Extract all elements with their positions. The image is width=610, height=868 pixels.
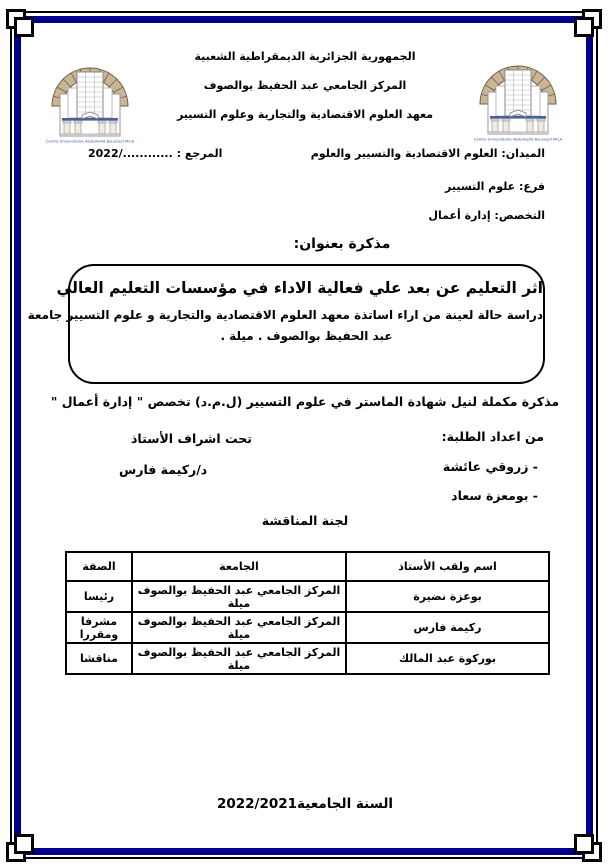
university-name: المركز الجامعي عبد الحفيظ بوالصوف	[203, 79, 407, 92]
degree-line: مذكرة مكملة لنيل شهادة الماستر في علوم التسيير (ل.م.د) تخصص " إدارة أعمال "	[50, 394, 560, 409]
logo-caption: Centre Universitaire Abdelhafid Boussouf MILA	[473, 136, 563, 142]
committee-table	[65, 551, 550, 675]
university-logo-icon	[38, 54, 142, 146]
professor-name: بوركوة عبد المالك	[346, 643, 549, 674]
prepared-by-label: من اعداد الطلبة:	[441, 429, 544, 444]
role-cell: مناقشا	[66, 643, 132, 674]
university-cell: المركز الجامعي عبد الحفيظ بوالصوف ميلة	[132, 581, 346, 612]
field-branch: فرع: علوم التسيير	[445, 180, 545, 193]
university-cell: المركز الجامعي عبد الحفيظ بوالصوف ميلة	[132, 612, 346, 643]
student-name: - زروقي عائشة	[442, 459, 538, 474]
corner-ornament-icon	[14, 17, 34, 37]
students-list	[443, 452, 538, 510]
field-domain: الميدان: العلوم الاقتصادية والتسيير والعلوم	[310, 147, 545, 160]
table-row	[66, 581, 549, 612]
supervisor-label: تحت اشراف الأستاذ	[131, 431, 252, 446]
university-cell: المركز الجامعي عبد الحفيظ بوالصوف ميلة	[132, 643, 346, 674]
thesis-subtitle: دراسة حالة لعينة من اراء اساتذة معهد العلوم الاقتصادية والتجارية و علوم التسيير جامعة	[27, 308, 543, 322]
thesis-title: اثر التعليم عن بعد علي فعالية الاداء في مؤسسات التعليم العالي	[56, 279, 543, 297]
col-header-professor: اسم ولقب الأستاذ	[346, 552, 549, 581]
table-row	[66, 643, 549, 674]
academic-year: السنة الجامعية2022/2021	[216, 796, 394, 812]
logo-caption: Centre Universitaire Abdelhafid Boussouf MILA	[45, 138, 135, 144]
supervisor-name: د/ركيمة فارس	[119, 462, 208, 477]
memo-label: مذكرة بعنوان:	[293, 236, 391, 252]
col-header-role: الصفة	[66, 552, 132, 581]
role-cell: مشرفا ومقررا	[66, 612, 132, 643]
table-header-row	[66, 552, 549, 581]
corner-ornament-icon	[14, 834, 34, 854]
corner-ornament-icon	[574, 17, 594, 37]
field-specialty: التخصص: إدارة أعمال	[428, 209, 545, 222]
title-box	[27, 264, 545, 384]
role-cell: رئيسا	[66, 581, 132, 612]
student-name: - بومعزة سعاد	[451, 488, 538, 503]
republic-title: الجمهورية الجزائرية الديمقراطية الشعبية	[194, 50, 416, 63]
institute-name: معهد العلوم الاقتصادية والتجارية وعلوم التسيير	[176, 108, 434, 121]
field-reference: المرجع : ............/2022	[88, 147, 223, 160]
corner-ornament-icon	[574, 834, 594, 854]
col-header-university: الجامعة	[132, 552, 346, 581]
committee-heading: لجنة المناقشة	[261, 513, 349, 528]
university-logo-icon	[466, 52, 570, 144]
table-row	[66, 612, 549, 643]
professor-name: ركيمة فارس	[346, 612, 549, 643]
professor-name: بوعزة نضيرة	[346, 581, 549, 612]
thesis-subtitle2: عبد الحفيظ بوالصوف . ميلة .	[220, 329, 393, 343]
